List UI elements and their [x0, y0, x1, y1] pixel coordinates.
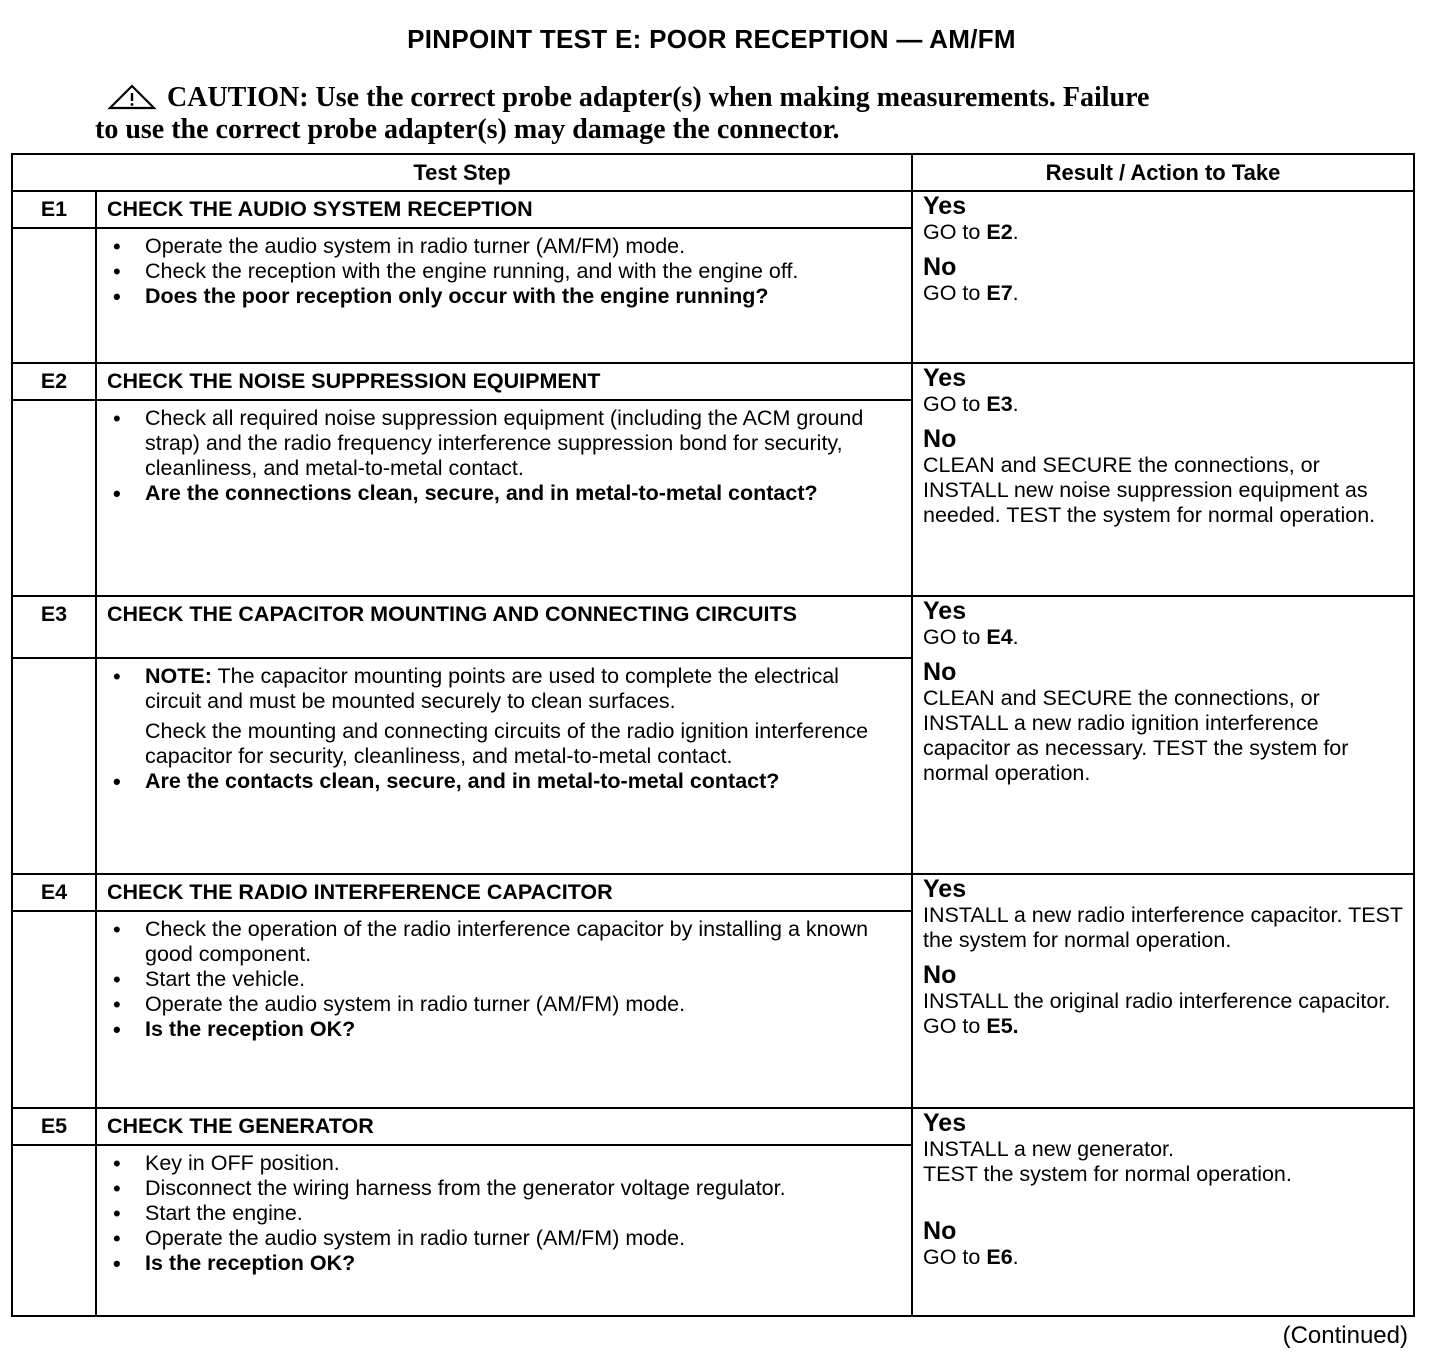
step-heading-row: [12, 363, 1414, 400]
result-yes-action: INSTALL a new radio interference capacitor. TEST the system for normal operation.: [923, 902, 1403, 952]
list-item: • Does the poor reception only occur with the engine running?: [107, 284, 901, 309]
result-yes-label: Yes: [923, 874, 967, 903]
list-item: • Operate the audio system in radio turner (AM/FM) mode.: [107, 992, 901, 1017]
list-item: • Start the engine.: [107, 1201, 901, 1226]
result-no-label: No: [923, 425, 957, 454]
step-heading-row: [12, 596, 1414, 658]
step-heading-row: [12, 1108, 1414, 1145]
list-item: Check the mounting and connecting circuits of the radio ignition interference capacitor for security, cleanliness, and metal-to-metal contact.: [145, 719, 869, 769]
result-no-label: No: [923, 658, 957, 687]
result-no-action: INSTALL the original radio interference capacitor. GO to E5.: [923, 988, 1391, 1038]
step-heading: CHECK THE NOISE SUPPRESSION EQUIPMENT: [96, 363, 912, 400]
result-no-action: GO to E7.: [923, 281, 1019, 306]
list-item: • NOTE: The capacitor mounting points are used to complete the electrical circuit and must be mounted securely to clean surfaces.: [107, 664, 901, 714]
list-item: • Operate the audio system in radio turner (AM/FM) mode.: [107, 1226, 901, 1251]
list-item: • Check all required noise suppression equipment (including the ACM ground strap) and the radio frequency interference suppression bond for security, cleanliness, and metal-to-metal contact.: [107, 406, 901, 481]
step-body: [96, 911, 912, 1108]
step-id: E1: [12, 191, 96, 228]
continued-label: (Continued): [1282, 1322, 1408, 1349]
table-header-row: [12, 154, 1414, 191]
step-id: E3: [12, 596, 96, 658]
step-result: [912, 874, 1414, 1108]
list-item: • Key in OFF position.: [107, 1151, 901, 1176]
result-no-label: No: [923, 253, 957, 282]
result-yes-action: GO to E2.: [923, 220, 1019, 245]
step-heading-row: [12, 874, 1414, 911]
result-yes-action: GO to E4.: [923, 625, 1019, 650]
list-item: • Are the contacts clean, secure, and in metal-to-metal contact?: [107, 769, 901, 794]
list-item: • Is the reception OK?: [107, 1251, 901, 1276]
header-test-step: Test Step: [12, 154, 912, 191]
step-body: [96, 228, 912, 363]
result-yes-label: Yes: [923, 1108, 967, 1137]
page-title: PINPOINT TEST E: POOR RECEPTION — AM/FM: [407, 24, 1016, 54]
step-id: E4: [12, 874, 96, 911]
step-id: E5: [12, 1108, 96, 1145]
result-no-action: CLEAN and SECURE the connections, or INSTALL a new radio ignition interference capacitor as necessary. TEST the system for normal operation.: [923, 686, 1349, 786]
pinpoint-test-table: [11, 153, 1415, 1317]
list-item: • Is the reception OK?: [107, 1017, 901, 1042]
step-result: [912, 596, 1414, 873]
result-yes-action: INSTALL a new generator.: [923, 1136, 1174, 1161]
result-no-label: No: [923, 960, 957, 989]
step-body: [96, 658, 912, 873]
step-result: [912, 363, 1414, 596]
step-heading-row: [12, 191, 1414, 228]
step-result: [912, 1108, 1414, 1316]
caution-line-1: CAUTION: Use the correct probe adapter(s) when making measurements. Failure: [167, 82, 1150, 113]
step-body: [96, 400, 912, 596]
step-heading: CHECK THE RADIO INTERFERENCE CAPACITOR: [96, 874, 912, 911]
warning-triangle-icon: [107, 84, 157, 110]
step-result: [912, 191, 1414, 363]
caution-notice: [95, 82, 1325, 146]
result-no-action: CLEAN and SECURE the connections, or INSTALL new noise suppression equipment as needed. TEST the system for normal operation.: [923, 453, 1376, 528]
result-yes-action: TEST the system for normal operation.: [923, 1161, 1292, 1186]
step-heading: CHECK THE AUDIO SYSTEM RECEPTION: [96, 191, 912, 228]
list-item: • Operate the audio system in radio turner (AM/FM) mode.: [107, 234, 901, 259]
list-item: • Disconnect the wiring harness from the generator voltage regulator.: [107, 1176, 901, 1201]
result-yes-label: Yes: [923, 597, 967, 626]
list-item: • Check the reception with the engine running, and with the engine off.: [107, 259, 901, 284]
step-heading: CHECK THE GENERATOR: [96, 1108, 912, 1145]
caution-line-2: to use the correct probe adapter(s) may damage the connector.: [95, 114, 840, 145]
result-no-action: GO to E6.: [923, 1244, 1019, 1269]
list-item: • Check the operation of the radio interference capacitor by installing a known good component.: [107, 917, 901, 967]
list-item: • Are the connections clean, secure, and in metal-to-metal contact?: [107, 481, 901, 506]
result-yes-label: Yes: [923, 364, 967, 393]
note-label: NOTE:: [145, 664, 212, 689]
step-body: [96, 1145, 912, 1316]
result-no-label: No: [923, 1216, 957, 1245]
step-id: E2: [12, 363, 96, 400]
header-result: Result / Action to Take: [912, 154, 1414, 191]
result-yes-label: Yes: [923, 192, 967, 221]
list-item: • Start the vehicle.: [107, 967, 901, 992]
step-heading: CHECK THE CAPACITOR MOUNTING AND CONNECTING CIRCUITS: [96, 596, 912, 658]
result-yes-action: GO to E3.: [923, 392, 1019, 417]
